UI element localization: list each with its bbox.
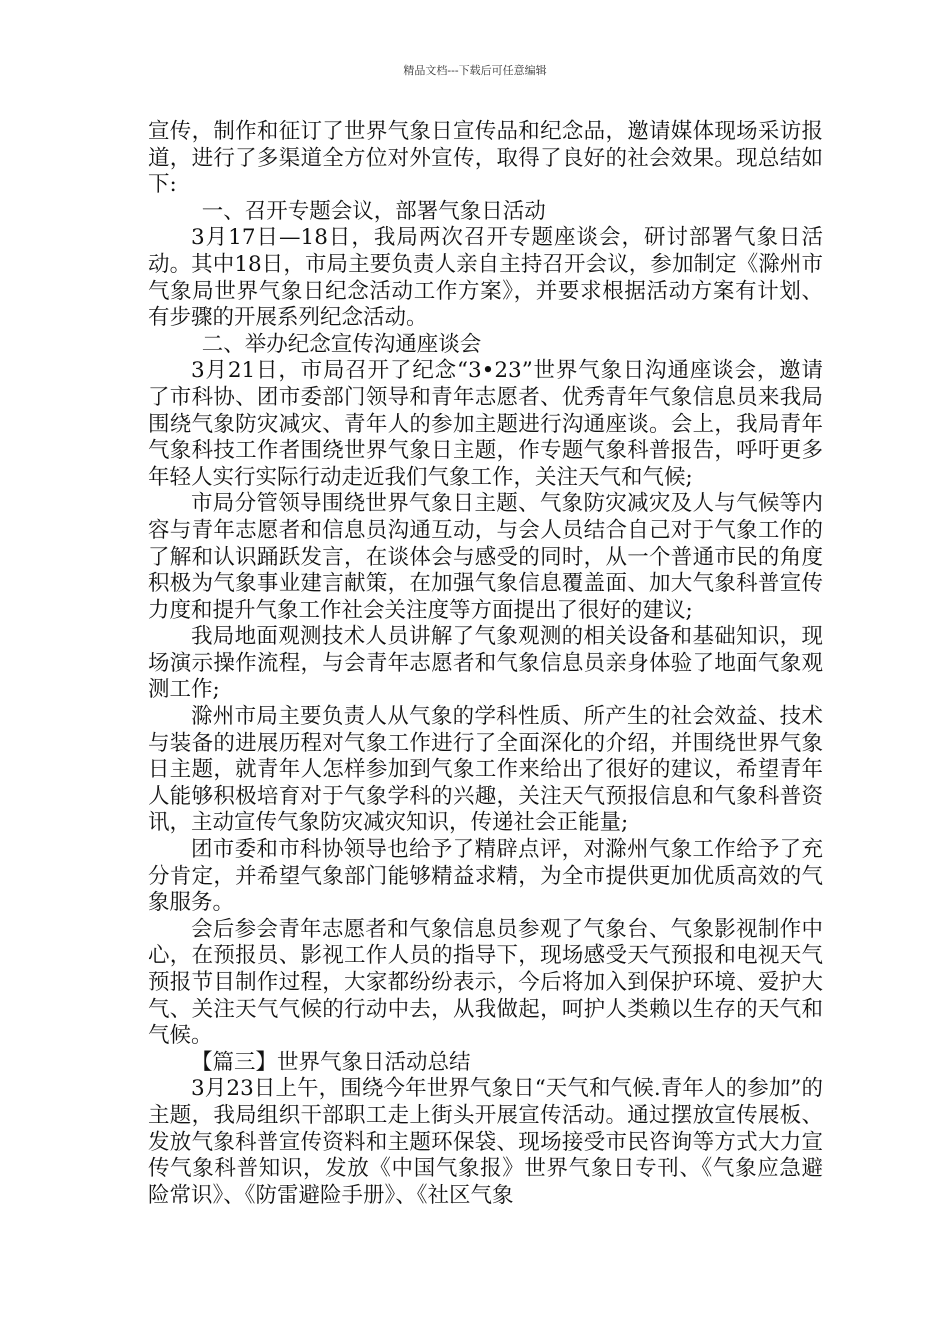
section-heading-part3: 【篇三】世界气象日活动总结 <box>191 1049 471 1075</box>
paragraph-visit: 会后参会青年志愿者和气象信息员参观了气象台、气象影视制作中心，在预报员、影视工作人员的指导下，现场感受天气预报和电视天气预报节目制作过程，大家都纷纷表示，今后将加入到保护环境、爱护大气、关注天气气候的行动中去，从我做起，呵护人类赖以生存的天气和气候。 <box>148 916 823 1049</box>
document-body <box>148 119 823 1209</box>
paragraph-leader-interaction: 市局分管领导围绕世界气象日主题、气象防灾减灾及人与气候等内容与青年志愿者和信息员沟通互动，与会人员结合自己对于气象工作的了解和认识踊跃发言，在谈体会与感受的同时，从一个普通市民的角度积极为气象事业建言献策，在加强气象信息覆盖面、加大气象科普宣传力度和提升气象工作社会关注度等方面提出了很好的建议; <box>148 491 823 623</box>
paragraph-director-speech: 滁州市局主要负责人从气象的学科性质、所产生的社会效益、技术与装备的进展历程对气象工作进行了全面深化的介绍，并围绕世界气象日主题，就青年人怎样参加到气象工作来给出了很好的建议，希望青年人能够积极培育对于气象学科的兴趣，关注天气预报信息和气象科普资讯，主动宣传气象防灾减灾知识，传递社会正能量; <box>148 704 823 836</box>
page-header: 精品文档---下载后可任意编辑 <box>403 64 547 77</box>
section-heading-2: 二、举办纪念宣传沟通座谈会 <box>201 331 482 357</box>
paragraph-comments: 团市委和市科协领导也给予了精辟点评，对滁州气象工作给予了充分肯定，并希望气象部门能够精益求精，为全市提供更加优质高效的气象服务。 <box>148 837 823 916</box>
paragraph-intro: 宣传，制作和征订了世界气象日宣传品和纪念品，邀请媒体现场采访报道，进行了多渠道全方位对外宣传，取得了良好的社会效果。现总结如下: <box>148 119 823 198</box>
paragraph-street-campaign: 3月23日上午，围绕今年世界气象日“天气和气候.青年人的参加”的主题，我局组织干部职工走上街头开展宣传活动。通过摆放宣传展板、发放气象科普宣传资料和主题环保袋、现场接受市民咨询等方式大力宣传气象科普知识，发放《中国气象报》世界气象日专刊、《气象应急避险常识》、《防雷避险手册》、《社区气象 <box>148 1076 823 1208</box>
section-heading-1: 一、召开专题会议，部署气象日活动 <box>201 198 546 224</box>
paragraph-symposium: 3月21日，市局召开了纪念“3•23”世界气象日沟通座谈会，邀请了市科协、团市委部门领导和青年志愿者、优秀青年气象信息员来我局围绕气象防灾减灾、青年人的参加主题进行沟通座谈。会上，我局青年气象科技工作者围绕世界气象日主题，作专题气象科普报告，呼吁更多年轻人实行实际行动走近我们气象工作，关注天气和气候; <box>148 358 823 490</box>
paragraph-meeting: 3月17日—18日，我局两次召开专题座谈会，研讨部署气象日活动。其中18日，市局主要负责人亲自主持召开会议，参加制定《滁州市气象局世界气象日纪念活动工作方案》，并要求根据活动方案有计划、有步骤的开展系列纪念活动。 <box>148 225 823 331</box>
paragraph-observation-demo: 我局地面观测技术人员讲解了气象观测的相关设备和基础知识，现场演示操作流程，与会青年志愿者和气象信息员亲身体验了地面气象观测工作; <box>148 624 823 703</box>
